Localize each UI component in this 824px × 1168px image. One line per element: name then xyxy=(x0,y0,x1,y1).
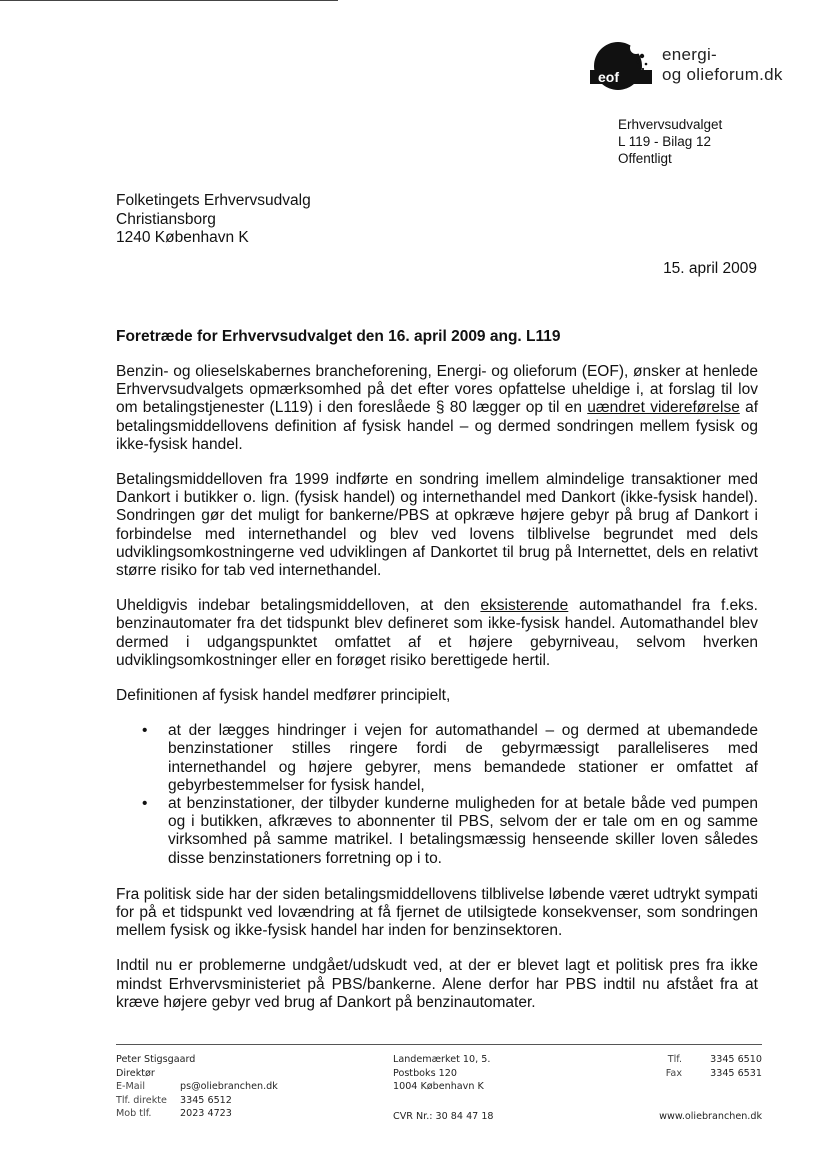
paragraph-2: Betalingsmiddelloven fra 1999 indførte en sondring imellem almindelige transaktioner med Dankort i butikker o. lign. (fysisk handel) og internethandel med Dankort (ikke-fysisk handel). Sondringen gør det muligt for bankerne/PBS at opkræve højere gebyr på brug af Dankort i forbindelse med internethandel og blev ved lovens tilblivelse begrundet med dels udviklingsomkostningerne ved udviklingen af Dankortet til brug på Internettet, dels en relativt større risiko for tab ved internethandel. xyxy=(116,471,758,580)
bullet-icon: • xyxy=(142,722,148,740)
letter-body xyxy=(116,363,758,1029)
footer-contact-person xyxy=(116,1053,278,1121)
recipient-name: Folketingets Erhvervsudvalg xyxy=(116,192,311,209)
address-street: Landemærket 10, 5. xyxy=(393,1054,491,1065)
document-reference xyxy=(618,116,722,167)
email-link[interactable]: ps@oliebranchen.dk xyxy=(180,1081,278,1093)
recipient-address xyxy=(116,192,311,248)
list-item: • at der lægges hindringer i vejen for automathandel – og dermed at ubemandede benzinstationer stilles ringere fordi de gebyrmæssigt paralleliseres med internethandel og højere gebyrer, mens bemandede stationer er omfattet af gebyrbestemmelser for fysisk handel, xyxy=(142,722,758,794)
reference-bilag: L 119 - Bilag 12 xyxy=(618,134,712,149)
reference-status: Offentligt xyxy=(618,151,672,166)
recipient-building: Christiansborg xyxy=(116,210,216,228)
underlined-text: uændret videreførelse xyxy=(587,399,740,417)
top-edge-line xyxy=(0,0,338,1)
fax-label: Fax xyxy=(665,1067,682,1079)
recipient-city: 1240 København K xyxy=(116,229,249,246)
paragraph-6: Indtil nu er problemerne undgået/udskudt ved, at der er blevet lagt et politisk pres fra ikke mindst Erhvervsministeriet på PBS/bankerne. Alene derfor har PBS indtil nu afstået fra at kræve højere gebyr ved brug af Dankort på benzinautomater. xyxy=(116,957,758,1011)
bullet-icon: • xyxy=(142,795,148,813)
footer-title: Direktør xyxy=(116,1067,155,1079)
paragraph-4: Definitionen af fysisk handel medfører principielt, xyxy=(116,687,451,705)
bullet-list xyxy=(116,722,758,868)
paragraph-3: Uheldigvis indebar betalingsmiddelloven, at den eksisterende automathandel fra f.eks. benzinautomater fra det tidspunkt blev defineret som ikke-fysisk handel. Automathandel blev dermed i udgangspunktet omfattet af et højere gebyrniveau, selvom hverken udviklingsomkostninger eller en forøget risiko berettigede hertil. xyxy=(116,597,758,669)
paragraph-5: Fra politisk side har der siden betalingsmiddellovens tilblivelse løbende været udtrykt sympati for på et tidspunkt ved lovændring at få fjernet de utilsigtede konsekvenser, som sondringen mellem fysisk og ikke-fysisk handel har inden for benzinsektoren. xyxy=(116,885,758,940)
footer-divider xyxy=(116,1044,762,1045)
letter-subject: Foretræde for Erhvervsudvalget den 16. april 2009 ang. L119 xyxy=(116,328,561,345)
address-city: 1004 København K xyxy=(393,1081,484,1093)
mobile-phone-label: Mob tlf. xyxy=(116,1108,152,1120)
fax-number: 3345 6531 xyxy=(710,1067,762,1079)
logo-line-1: energi- xyxy=(662,45,718,64)
cvr-number: CVR Nr.: 30 84 47 18 xyxy=(393,1111,494,1122)
logo-line-2: og olieforum.dk xyxy=(662,65,783,84)
list-item: • at benzinstationer, der tilbyder kunderne muligheden for at betale både ved pumpen og i butikken, afkræves to abonnenter til PBS, selvom der er tale om en og samme virksomhed på samme matrikel. I betalingsmæssig henseende skiller loven således disse benzinstationers forretning op i to. xyxy=(142,795,758,867)
footer-address xyxy=(393,1053,490,1094)
address-postbox: Postboks 120 xyxy=(393,1067,457,1079)
footer-phones xyxy=(600,1053,762,1080)
phone-label: Tlf. xyxy=(667,1054,682,1065)
eof-logo-mark-text: eof xyxy=(598,69,619,85)
website-link[interactable]: www.oliebranchen.dk xyxy=(659,1111,762,1122)
letter-date: 15. april 2009 xyxy=(663,260,757,277)
eof-logo-mark-icon xyxy=(586,36,656,92)
footer-name: Peter Stigsgaard xyxy=(116,1054,196,1065)
paragraph-1: Benzin- og olieselskabernes brancheforening, Energi- og olieforum (EOF), ønsker at henlede Erhvervsudvalgets opmærksomhed på det efter vores opfattelse uheldige i, at forslag til lov om betalingstjenester (L119) i den foreslåede § 80 lægger op til en uændret videreførelse af betalingsmiddellovens definition af fysisk handel – og dermed sondringen mellem fysisk og ikke-fysisk handel. xyxy=(116,363,758,453)
mobile-phone: 2023 4723 xyxy=(180,1108,232,1120)
direct-phone: 3345 6512 xyxy=(180,1094,232,1106)
direct-phone-label: Tlf. direkte xyxy=(116,1094,167,1106)
email-label: E-Mail xyxy=(116,1081,146,1093)
underlined-text: eksisterende xyxy=(480,597,569,615)
eof-logo xyxy=(586,36,786,96)
reference-committee: Erhvervsudvalget xyxy=(618,117,723,132)
phone-number: 3345 6510 xyxy=(710,1054,762,1065)
